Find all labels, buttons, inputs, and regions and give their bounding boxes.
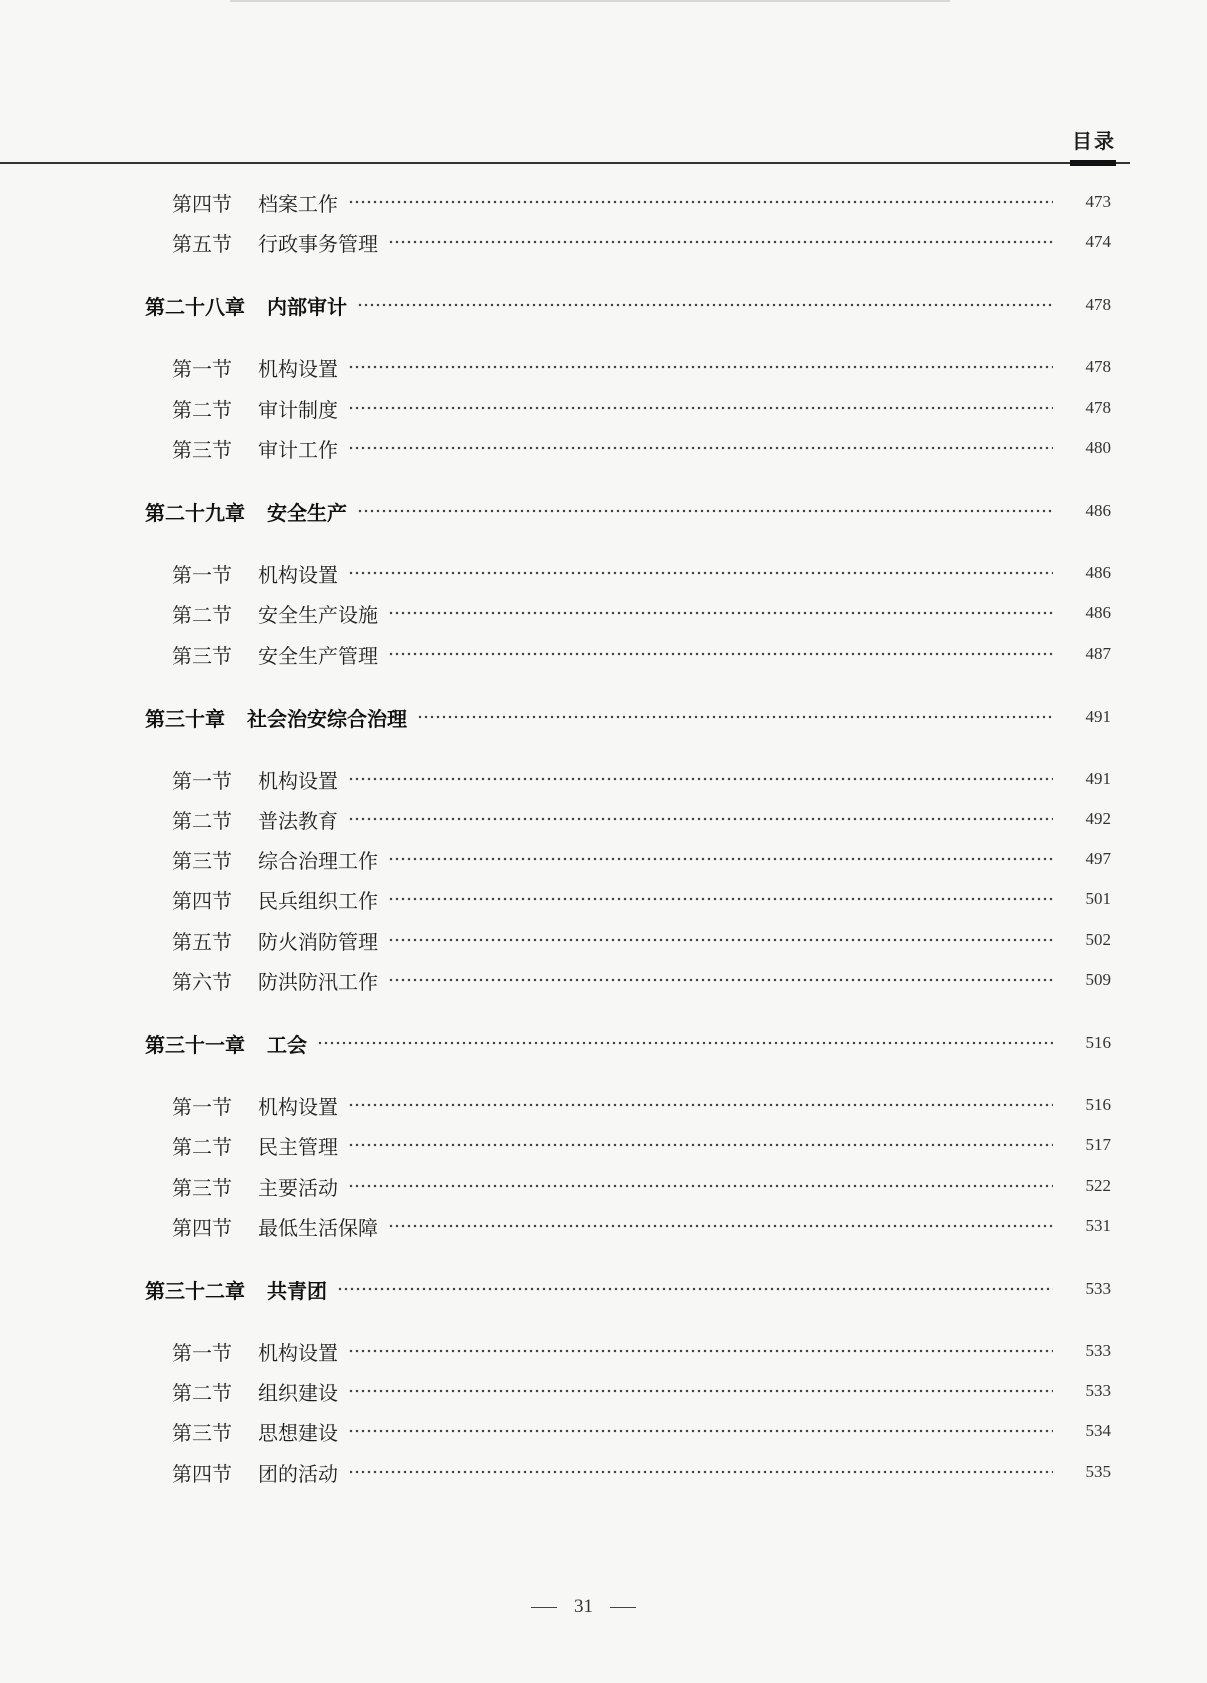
toc-entry-label: [0, 228, 378, 257]
dot-leader: [348, 571, 1053, 575]
toc-chapter-entry: [0, 701, 1207, 733]
toc-entry-number: 第一节: [172, 1094, 232, 1119]
toc-section-entry: [0, 1415, 1207, 1447]
toc-section-entry: [0, 638, 1207, 670]
toc-entry-page: 533: [1085, 1279, 1111, 1298]
toc-entry-label: [0, 1131, 338, 1160]
toc-entry-number: 第二节: [172, 602, 232, 627]
toc-entry-page: 478: [1085, 295, 1111, 314]
toc-entry-title: 机构设置: [258, 1340, 338, 1365]
toc-entry-title: 民兵组织工作: [258, 888, 378, 913]
toc-entry-page: 491: [1085, 769, 1111, 788]
toc-section-entry: [0, 1335, 1207, 1367]
toc-entry-number: 第一节: [172, 562, 232, 587]
toc-entry-number: 第二节: [172, 397, 232, 422]
footer-dash-left: [531, 1607, 557, 1608]
toc-entry-number: 第六节: [172, 969, 232, 994]
toc-entry-label: [0, 1212, 378, 1241]
dot-leader: [348, 406, 1053, 410]
toc-entry-page: 497: [1085, 849, 1111, 868]
toc-entry-title: 思想建设: [258, 1420, 338, 1445]
toc-entry-title: 共青团: [267, 1278, 327, 1303]
toc-entry-title: 行政事务管理: [258, 231, 378, 256]
toc-entry-title: 审计制度: [258, 397, 338, 422]
toc-entry-label: [0, 1029, 307, 1058]
toc-entry-number: 第三十一章: [145, 1032, 245, 1057]
toc-entry-number: 第五节: [172, 231, 232, 256]
toc-entry-title: 安全生产设施: [258, 602, 378, 627]
toc-entry-page: 487: [1085, 644, 1111, 663]
toc-entry-title: 安全生产管理: [258, 643, 378, 668]
toc-entry-label: [0, 640, 378, 669]
toc-entry-label: [0, 188, 338, 217]
toc-entry-label: [0, 291, 347, 320]
toc-chapter-entry: [0, 1273, 1207, 1305]
toc-entry-number: 第三十二章: [145, 1278, 245, 1303]
toc-entry-page: 535: [1085, 1462, 1111, 1481]
toc-entry-label: [0, 1417, 338, 1446]
toc-entry-number: 第三节: [172, 643, 232, 668]
toc-entry-page: 480: [1085, 438, 1111, 457]
dot-leader: [348, 1389, 1053, 1393]
toc-entry-page: 502: [1085, 930, 1111, 949]
toc-entry-number: 第二十九章: [145, 500, 245, 525]
scan-edge-line: [230, 0, 950, 2]
toc-entry-label: [0, 1377, 338, 1406]
toc-entry-title: 防火消防管理: [258, 929, 378, 954]
toc-entry-number: 第四节: [172, 191, 232, 216]
toc-entry-label: [0, 926, 378, 955]
toc-entry-label: [0, 1337, 338, 1366]
running-header: [0, 120, 1130, 170]
toc-entry-title: 综合治理工作: [258, 848, 378, 873]
toc-entry-title: 工会: [267, 1032, 307, 1057]
toc-entry-page: 533: [1085, 1381, 1111, 1400]
toc-entry-number: 第四节: [172, 1215, 232, 1240]
toc-entry-label: [0, 1172, 338, 1201]
toc-section-entry: [0, 351, 1207, 383]
dot-leader: [357, 509, 1053, 513]
toc-entry-title: 安全生产: [267, 500, 347, 525]
toc-entry-title: 社会治安综合治理: [247, 706, 407, 731]
dot-leader: [348, 1184, 1053, 1188]
toc-entry-page: 516: [1085, 1033, 1111, 1052]
toc-entry-title: 机构设置: [258, 768, 338, 793]
toc-entry-label: [0, 885, 378, 914]
toc-entry-number: 第三十章: [145, 706, 225, 731]
toc-section-entry: [0, 803, 1207, 835]
toc-entry-page: 478: [1085, 398, 1111, 417]
toc-entry-label: [0, 559, 338, 588]
dot-leader: [388, 240, 1053, 244]
toc-entry-number: 第三节: [172, 1420, 232, 1445]
toc-section-entry: [0, 1375, 1207, 1407]
toc-entry-page: 533: [1085, 1341, 1111, 1360]
toc-entry-page: 491: [1085, 707, 1111, 726]
toc-entry-label: [0, 1091, 338, 1120]
toc-entry-number: 第一节: [172, 1340, 232, 1365]
toc-section-entry: [0, 1210, 1207, 1242]
toc-entry-label: [0, 434, 338, 463]
toc-entry-number: 第三节: [172, 1175, 232, 1200]
toc-section-entry: [0, 392, 1207, 424]
dot-leader: [348, 1470, 1053, 1474]
toc-entry-page: 473: [1085, 192, 1111, 211]
toc-entry-title: 防洪防汛工作: [258, 969, 378, 994]
toc-entry-number: 第一节: [172, 356, 232, 381]
toc-section-entry: [0, 964, 1207, 996]
toc-entry-title: 内部审计: [267, 294, 347, 319]
dot-leader: [348, 200, 1053, 204]
toc-entry-label: [0, 599, 378, 628]
footer-dash-right: [610, 1607, 636, 1608]
toc-entry-page: 509: [1085, 970, 1111, 989]
dot-leader: [348, 817, 1053, 821]
toc-entry-number: 第二节: [172, 1380, 232, 1405]
toc-entry-page: 486: [1085, 603, 1111, 622]
toc-entry-page: 534: [1085, 1421, 1111, 1440]
dot-leader: [388, 652, 1053, 656]
toc-entry-number: 第四节: [172, 1461, 232, 1486]
toc-entry-label: [0, 805, 338, 834]
toc-entry-page: 486: [1085, 563, 1111, 582]
dot-leader: [388, 897, 1053, 901]
toc-entry-title: 机构设置: [258, 1094, 338, 1119]
toc-entry-number: 第二十八章: [145, 294, 245, 319]
toc-entry-number: 第三节: [172, 437, 232, 462]
toc-section-entry: [0, 432, 1207, 464]
toc-section-entry: [0, 1456, 1207, 1488]
toc-entry-label: [0, 394, 338, 423]
dot-leader: [357, 303, 1053, 307]
toc-entry-title: 审计工作: [258, 437, 338, 462]
dot-leader: [348, 1103, 1053, 1107]
toc-chapter-entry: [0, 1027, 1207, 1059]
toc-section-entry: [0, 883, 1207, 915]
toc-entry-title: 组织建设: [258, 1380, 338, 1405]
toc-entry-label: [0, 497, 347, 526]
dot-leader: [337, 1287, 1053, 1291]
toc-entry-page: 522: [1085, 1176, 1111, 1195]
toc-section-entry: [0, 226, 1207, 258]
dot-leader: [348, 365, 1053, 369]
toc-entry-title: 民主管理: [258, 1134, 338, 1159]
dot-leader: [388, 611, 1053, 615]
toc-entry-page: 492: [1085, 809, 1111, 828]
toc-entry-label: [0, 966, 378, 995]
dot-leader: [388, 1224, 1053, 1228]
toc-entry-number: 第二节: [172, 1134, 232, 1159]
dot-leader: [348, 446, 1053, 450]
dot-leader: [388, 857, 1053, 861]
dot-leader: [388, 938, 1053, 942]
toc-section-entry: [0, 186, 1207, 218]
toc-entry-number: 第三节: [172, 848, 232, 873]
toc-section-entry: [0, 843, 1207, 875]
dot-leader: [388, 978, 1053, 982]
dot-leader: [348, 1429, 1053, 1433]
header-rule-accent: [1070, 160, 1116, 166]
toc-entry-page: 474: [1085, 232, 1111, 251]
toc-entry-label: [0, 1275, 327, 1304]
toc-entry-page: 501: [1085, 889, 1111, 908]
page-header-title: 目录: [1072, 129, 1116, 153]
page-number: 31: [574, 1596, 593, 1617]
toc-entry-number: 第四节: [172, 888, 232, 913]
toc-entry-label: [0, 353, 338, 382]
dot-leader: [317, 1041, 1053, 1045]
toc-entry-label: [0, 1458, 338, 1487]
toc-entry-title: 普法教育: [258, 808, 338, 833]
toc-entry-label: [0, 845, 378, 874]
dot-leader: [417, 715, 1053, 719]
toc-section-entry: [0, 557, 1207, 589]
header-rule: [0, 162, 1130, 164]
toc-entry-page: 486: [1085, 501, 1111, 520]
toc-entry-title: 最低生活保障: [258, 1215, 378, 1240]
toc-entry-label: [0, 703, 407, 732]
toc-entry-number: 第五节: [172, 929, 232, 954]
toc-section-entry: [0, 763, 1207, 795]
toc-entry-title: 档案工作: [258, 191, 338, 216]
toc-section-entry: [0, 1129, 1207, 1161]
toc-chapter-entry: [0, 289, 1207, 321]
toc-section-entry: [0, 597, 1207, 629]
toc-entry-page: 516: [1085, 1095, 1111, 1114]
toc-entry-page: 531: [1085, 1216, 1111, 1235]
dot-leader: [348, 1143, 1053, 1147]
toc-section-entry: [0, 1089, 1207, 1121]
toc-section-entry: [0, 1170, 1207, 1202]
page-footer: [0, 1596, 1207, 1618]
toc-entry-title: 机构设置: [258, 562, 338, 587]
dot-leader: [348, 777, 1053, 781]
toc-entry-page: 517: [1085, 1135, 1111, 1154]
toc-entry-title: 主要活动: [258, 1175, 338, 1200]
toc-entry-title: 机构设置: [258, 356, 338, 381]
toc-section-entry: [0, 924, 1207, 956]
toc-entry-number: 第一节: [172, 768, 232, 793]
toc-entry-title: 团的活动: [258, 1461, 338, 1486]
toc-entry-label: [0, 765, 338, 794]
dot-leader: [348, 1349, 1053, 1353]
toc-entry-number: 第二节: [172, 808, 232, 833]
toc-chapter-entry: [0, 495, 1207, 527]
toc-entry-page: 478: [1085, 357, 1111, 376]
